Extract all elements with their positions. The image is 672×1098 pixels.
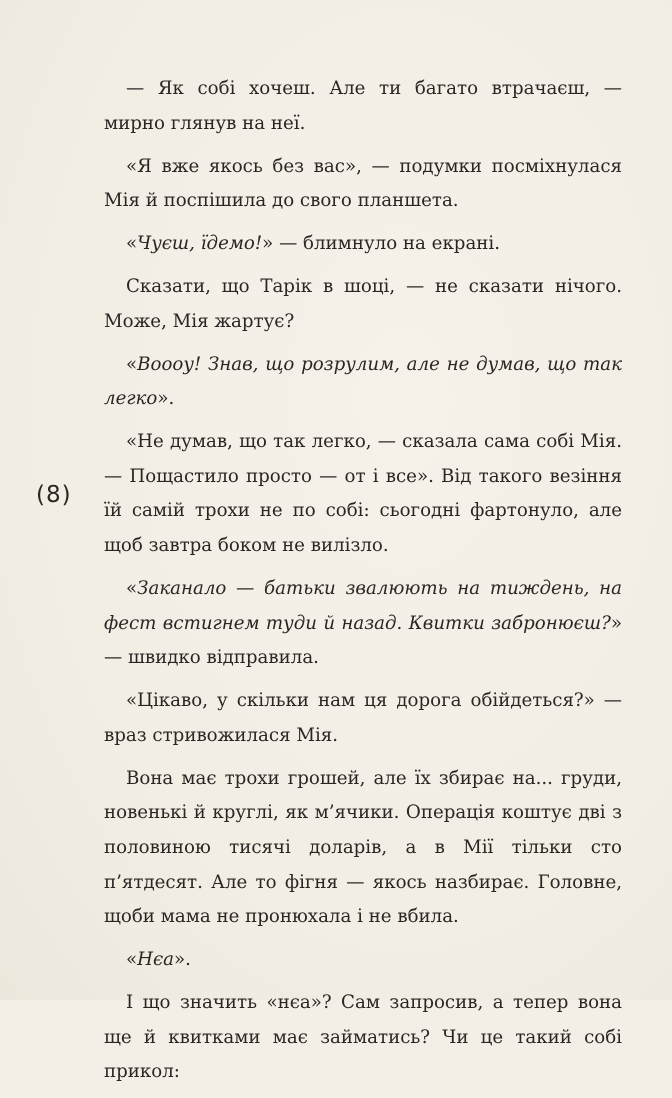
- text-run: Вона має трохи грошей, але їх збирає на... груди, новенькі й круглі, як м’ячики. Операція коштує дві з половиною тисячі доларів, а в Мії тільки сто п’ятдесят. Але то фігня — якось назбирає. Головне, щоби мама не пронюхала і не вбила.: [104, 767, 622, 928]
- italic-text-run: Заканало — батьки звалюють на тиждень, на фест встигнем туди й назад. Квитки забронюєш?: [104, 578, 622, 634]
- text-run: «: [126, 949, 138, 971]
- text-run: Сказати, що Тарік в шоці, — не сказати нічого. Може, Мія жартує?: [104, 276, 622, 332]
- text-run: «Не думав, що так легко, — сказала сама собі Мія. — Пощастило просто — от і все». Від такого везіння їй самій трохи не по собі: сьогодні фартонуло, але щоб завтра боком не вилізло.: [104, 431, 622, 557]
- text-run: «: [126, 233, 138, 255]
- body-text: [104, 72, 622, 1098]
- text-run: І що значить «нєа»? Сам запросив, а тепер вона ще й квитками має займатись? Чи це такий собі прикол:: [104, 992, 622, 1083]
- paragraph: [104, 762, 622, 935]
- paragraph: [104, 684, 622, 753]
- text-run: ».: [174, 949, 191, 971]
- text-run: «Цікаво, у скільки нам ця дорога обійдеться?» — враз стривожилася Мія.: [104, 690, 622, 746]
- text-run: — Як собі хочеш. Але ти багато втрачаєш, — мирно глянув на неї.: [104, 78, 622, 134]
- text-run: » — блимнуло на екрані.: [262, 233, 501, 255]
- text-run: «: [126, 578, 138, 600]
- paragraph: [104, 72, 622, 141]
- paragraph: [104, 227, 622, 262]
- italic-text-run: Чуєш, їдемо!: [137, 233, 263, 255]
- italic-text-run: Нєа: [137, 949, 175, 971]
- paragraph: [104, 150, 622, 219]
- text-run: «Я вже якось без вас», — подумки посміхнулася Мія й поспішила до свого планшета.: [104, 155, 622, 212]
- page-number: (8): [36, 482, 72, 508]
- paragraph: [104, 348, 622, 417]
- text-run: » — швидко відправила.: [104, 612, 622, 669]
- paragraph: [104, 270, 622, 339]
- italic-text-run: Воооу! Знав, що розрулим, але не думав, що так легко: [104, 353, 622, 410]
- paragraph: [104, 986, 622, 1090]
- text-run: «: [126, 353, 138, 375]
- paragraph: [104, 572, 622, 676]
- paragraph: [104, 943, 622, 978]
- text-run: ».: [157, 388, 175, 410]
- paragraph: [104, 425, 622, 563]
